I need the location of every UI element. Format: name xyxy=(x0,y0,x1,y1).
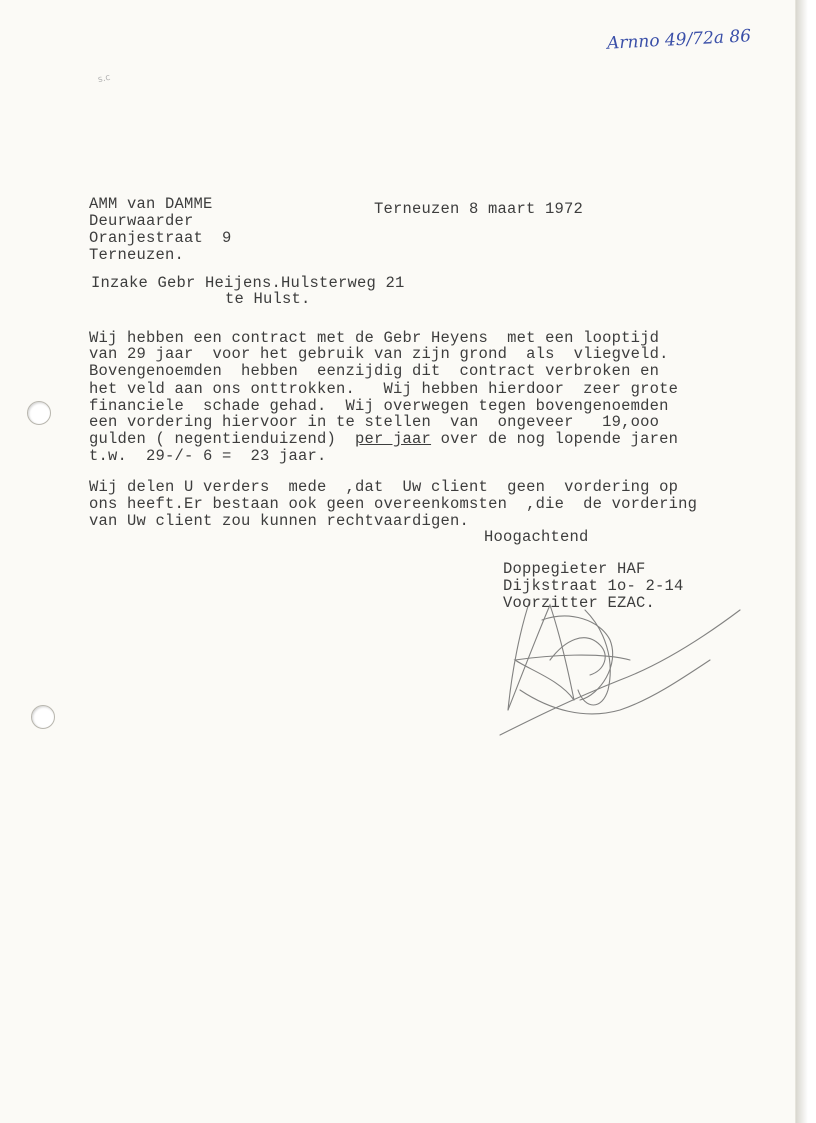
body-p1-line-1: Wij hebben een contract met de Gebr Heyens met een looptijd xyxy=(89,329,660,347)
pencil-signature xyxy=(490,560,750,750)
scan-edge xyxy=(796,0,816,1123)
body-p1-line-5: financiele schade gehad. Wij overwegen tegen bovengenoemden xyxy=(89,397,669,415)
body-p1-line-7-start: gulden ( negentienduizend) xyxy=(89,430,356,448)
body-p2-line-2: ons heeft.Er bestaan ook geen overeenkomsten ,die de vordering xyxy=(89,495,698,513)
body-p2-line-1: Wij delen U verders mede ,dat Uw client geen vordering op xyxy=(89,478,679,496)
body-p1-line-6: een vordering hiervoor in te stellen van ongeveer 19,ooo xyxy=(89,413,660,431)
body-p2-line-3: van Uw client zou kunnen rechtvaardigen. xyxy=(89,512,470,530)
sender-city: Terneuzen. xyxy=(89,246,185,264)
signatory-role: Voorzitter EZAC. xyxy=(503,594,656,612)
closing-greeting: Hoogachtend xyxy=(484,528,589,546)
subject-line-1: Inzake Gebr Heijens.Hulsterweg 21 xyxy=(91,274,405,292)
sender-name: AMM van DAMME xyxy=(89,195,213,213)
pencil-mark: s.c xyxy=(97,72,112,86)
signatory-name: Doppegieter HAF xyxy=(503,560,646,578)
sender-title: Deurwaarder xyxy=(89,212,194,230)
subject-line-2: te Hulst. xyxy=(225,290,311,308)
sender-street: Oranjestraat 9 xyxy=(89,229,232,247)
punch-hole-top xyxy=(27,401,51,425)
signatory-address: Dijkstraat 1o- 2-14 xyxy=(503,577,684,595)
body-p1-line-7 xyxy=(89,431,678,447)
body-p1-line-2: van 29 jaar voor het gebruik van zijn grond als vliegveld. xyxy=(89,345,669,363)
body-p1-line-3: Bovengenoemden hebben eenzijdig dit contract verbroken en xyxy=(89,362,660,380)
underlined-per-jaar: per jaar xyxy=(355,430,432,448)
letter-date: Terneuzen 8 maart 1972 xyxy=(374,200,584,218)
body-p1-line-4: het veld aan ons onttrokken. Wij hebben hierdoor zeer grote xyxy=(89,380,679,398)
body-p1-line-8: t.w. 29-/- 6 = 23 jaar. xyxy=(89,447,327,465)
punch-hole-bottom xyxy=(31,705,55,729)
body-p1-line-7-end: over de nog lopende jaren xyxy=(431,430,679,448)
handwritten-archive-note: Arnno 49/72a 86 xyxy=(606,26,752,54)
